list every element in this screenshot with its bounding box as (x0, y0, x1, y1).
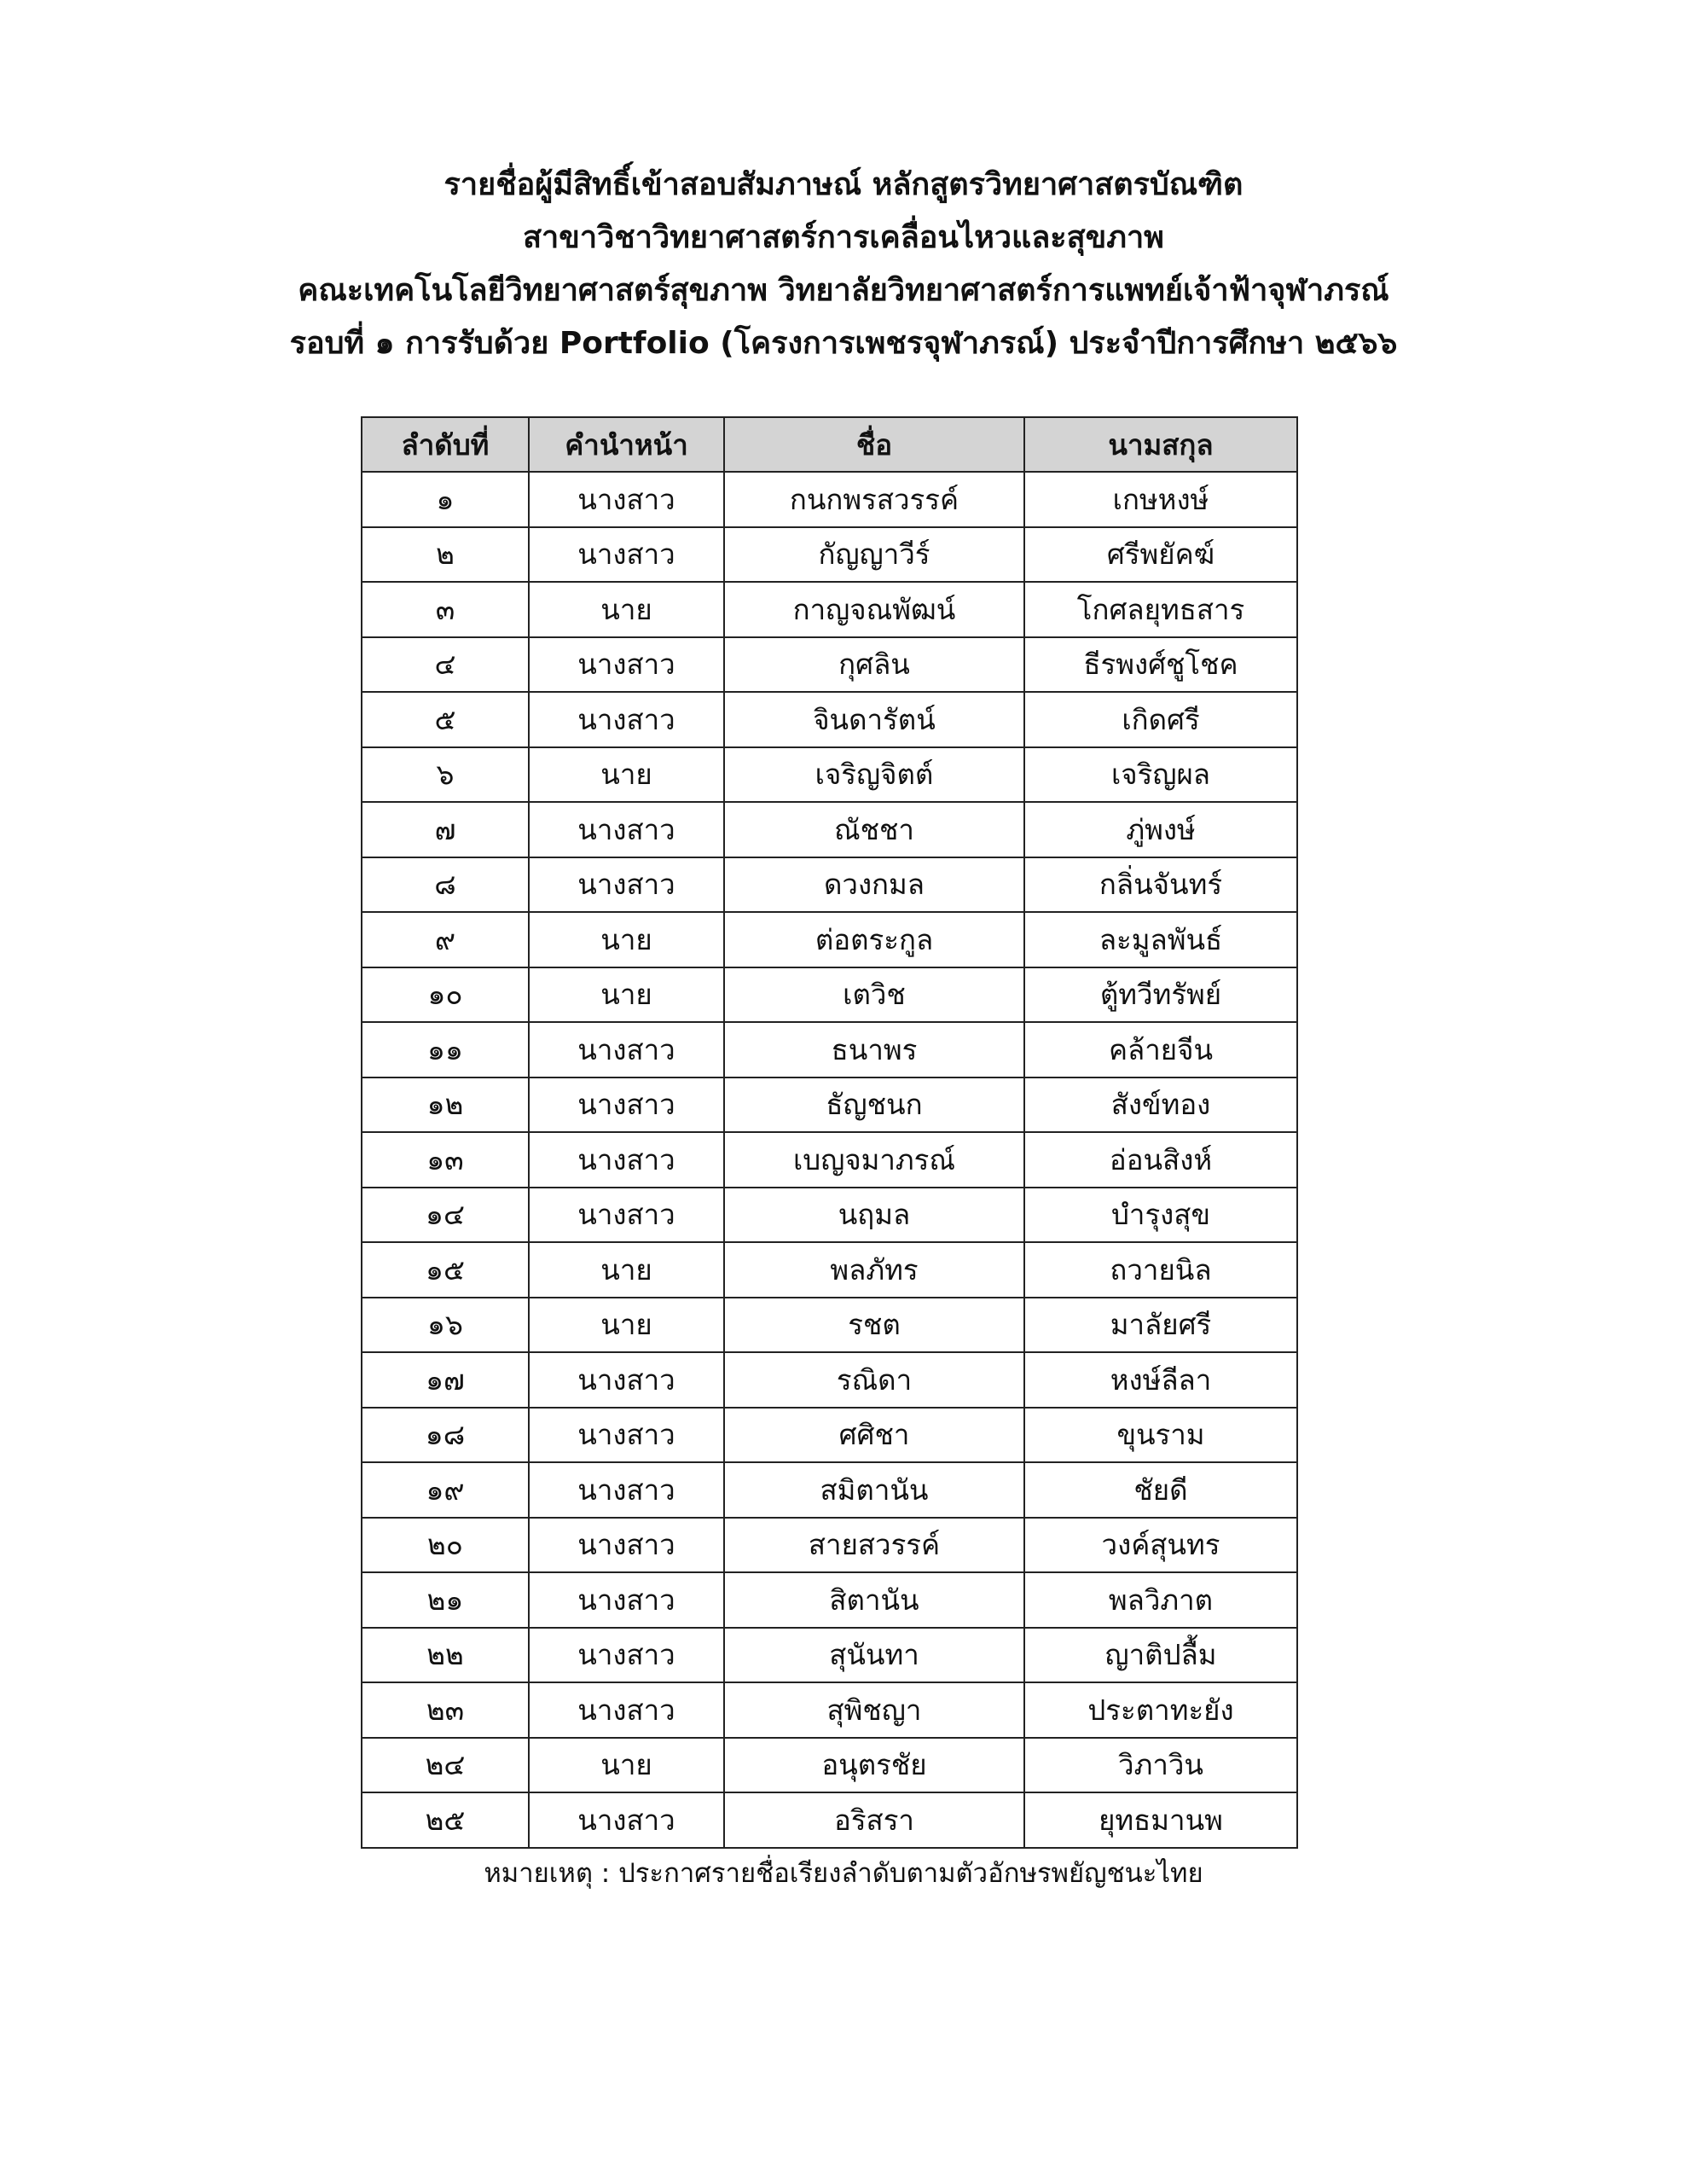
cell-title: นาย (529, 747, 724, 803)
cell-title: นาย (529, 1242, 724, 1298)
cell-last-name: อ่อนสิงห์ (1024, 1132, 1297, 1188)
cell-last-name: ธีรพงศ์ชูโชค (1024, 637, 1297, 693)
cell-last-name: ละมูลพันธ์ (1024, 912, 1297, 967)
cell-title: นาย (529, 1298, 724, 1353)
table-row (362, 1132, 1297, 1188)
cell-first-name: สุนันทา (724, 1628, 1024, 1683)
cell-order: ๑๘ (362, 1408, 529, 1463)
cell-order: ๑๐ (362, 967, 529, 1023)
cell-first-name: ธัญชนก (724, 1077, 1024, 1133)
table-row (362, 1077, 1297, 1133)
cell-first-name: กุศลิน (724, 637, 1024, 693)
cell-first-name: กนกพรสวรรค์ (724, 472, 1024, 527)
cell-first-name: สุพิชญา (724, 1682, 1024, 1738)
cell-first-name: กัญญาวีร์ (724, 527, 1024, 583)
table-row (362, 912, 1297, 967)
table-row (362, 527, 1297, 583)
cell-last-name: ภู่พงษ์ (1024, 802, 1297, 857)
cell-title: นางสาว (529, 472, 724, 527)
table-row (362, 1188, 1297, 1243)
document-heading (0, 159, 1687, 370)
cell-first-name: ณัชชา (724, 802, 1024, 857)
cell-title: นางสาว (529, 637, 724, 693)
table-row (362, 802, 1297, 857)
cell-order: ๑๙ (362, 1462, 529, 1518)
cell-order: ๒ (362, 527, 529, 583)
cell-first-name: กาญจณพัฒน์ (724, 582, 1024, 637)
cell-order: ๑๔ (362, 1188, 529, 1243)
cell-first-name: อนุตรชัย (724, 1738, 1024, 1793)
table-row (362, 857, 1297, 913)
cell-last-name: ชัยดี (1024, 1462, 1297, 1518)
cell-title: นางสาว (529, 1022, 724, 1077)
cell-last-name: พลวิภาต (1024, 1572, 1297, 1628)
cell-first-name: สมิตานัน (724, 1462, 1024, 1518)
header-order: ลำดับที่ (362, 417, 529, 472)
cell-title: นางสาว (529, 1792, 724, 1848)
cell-order: ๕ (362, 692, 529, 747)
cell-order: ๒๑ (362, 1572, 529, 1628)
cell-order: ๒๕ (362, 1792, 529, 1848)
cell-first-name: เบญจมาภรณ์ (724, 1132, 1024, 1188)
cell-order: ๔ (362, 637, 529, 693)
table-row (362, 1628, 1297, 1683)
cell-order: ๑ (362, 472, 529, 527)
cell-title: นางสาว (529, 1518, 724, 1573)
cell-title: นางสาว (529, 1188, 724, 1243)
cell-title: นางสาว (529, 802, 724, 857)
table-body (362, 472, 1297, 1848)
cell-title: นาย (529, 582, 724, 637)
header-title: คำนำหน้า (529, 417, 724, 472)
cell-first-name: ดวงกมล (724, 857, 1024, 913)
cell-title: นาย (529, 967, 724, 1023)
heading-line-round: รอบที่ ๑ การรับด้วย Portfolio (โครงการเพชรจุฬาภรณ์) ประจำปีการศึกษา ๒๕๖๖ (289, 326, 1398, 361)
candidate-table (361, 416, 1298, 1849)
cell-title: นางสาว (529, 1352, 724, 1408)
cell-first-name: นฤมล (724, 1188, 1024, 1243)
cell-title: นาย (529, 1738, 724, 1793)
cell-title: นางสาว (529, 1572, 724, 1628)
cell-last-name: ตู้ทวีทรัพย์ (1024, 967, 1297, 1023)
cell-first-name: รชต (724, 1298, 1024, 1353)
cell-order: ๒๒ (362, 1628, 529, 1683)
cell-title: นางสาว (529, 1408, 724, 1463)
cell-title: นางสาว (529, 1462, 724, 1518)
cell-last-name: เกษหงษ์ (1024, 472, 1297, 527)
cell-title: นางสาว (529, 692, 724, 747)
cell-last-name: สังข์ทอง (1024, 1077, 1297, 1133)
header-last-name: นามสกุล (1024, 417, 1297, 472)
table-row (362, 1682, 1297, 1738)
cell-first-name: สายสวรรค์ (724, 1518, 1024, 1573)
cell-last-name: หงษ์ลีลา (1024, 1352, 1297, 1408)
table-row (362, 582, 1297, 637)
cell-title: นาย (529, 912, 724, 967)
table-row (362, 747, 1297, 803)
cell-order: ๑๗ (362, 1352, 529, 1408)
heading-line-major: สาขาวิชาวิทยาศาสตร์การเคลื่อนไหวและสุขภาพ (523, 220, 1164, 255)
cell-order: ๑๑ (362, 1022, 529, 1077)
cell-order: ๑๖ (362, 1298, 529, 1353)
table-row (362, 1738, 1297, 1793)
cell-last-name: ถวายนิล (1024, 1242, 1297, 1298)
cell-title: นางสาว (529, 1682, 724, 1738)
table-row (362, 1518, 1297, 1573)
cell-title: นางสาว (529, 1628, 724, 1683)
cell-title: นางสาว (529, 857, 724, 913)
cell-last-name: มาลัยศรี (1024, 1298, 1297, 1353)
table-row (362, 1352, 1297, 1408)
cell-title: นางสาว (529, 527, 724, 583)
cell-order: ๒๓ (362, 1682, 529, 1738)
cell-first-name: ศศิชา (724, 1408, 1024, 1463)
cell-last-name: ยุทธมานพ (1024, 1792, 1297, 1848)
table-row (362, 637, 1297, 693)
cell-last-name: ขุนราม (1024, 1408, 1297, 1463)
table-row (362, 1022, 1297, 1077)
cell-first-name: รณิดา (724, 1352, 1024, 1408)
cell-order: ๑๒ (362, 1077, 529, 1133)
cell-last-name: ศรีพยัคฆ์ (1024, 527, 1297, 583)
cell-first-name: จินดารัตน์ (724, 692, 1024, 747)
cell-order: ๗ (362, 802, 529, 857)
table-row (362, 1792, 1297, 1848)
table-row (362, 472, 1297, 527)
cell-first-name: เตวิช (724, 967, 1024, 1023)
cell-last-name: ญาติปลื้ม (1024, 1628, 1297, 1683)
cell-last-name: โกศลยุทธสาร (1024, 582, 1297, 637)
table-row (362, 1572, 1297, 1628)
cell-last-name: บำรุงสุข (1024, 1188, 1297, 1243)
header-first-name: ชื่อ (724, 417, 1024, 472)
cell-order: ๒๔ (362, 1738, 529, 1793)
table-row (362, 1242, 1297, 1298)
cell-order: ๓ (362, 582, 529, 637)
cell-last-name: กลิ่นจันทร์ (1024, 857, 1297, 913)
table-row (362, 692, 1297, 747)
cell-first-name: ต่อตระกูล (724, 912, 1024, 967)
table-header-row (362, 417, 1297, 472)
cell-order: ๒๐ (362, 1518, 529, 1573)
cell-order: ๘ (362, 857, 529, 913)
heading-line-faculty: คณะเทคโนโลยีวิทยาศาสตร์สุขภาพ วิทยาลัยวิทยาศาสตร์การแพทย์เจ้าฟ้าจุฬาภรณ์ (298, 273, 1389, 308)
cell-last-name: เกิดศรี (1024, 692, 1297, 747)
cell-last-name: คล้ายจีน (1024, 1022, 1297, 1077)
table-row (362, 1408, 1297, 1463)
cell-title: นางสาว (529, 1077, 724, 1133)
table-row (362, 1298, 1297, 1353)
cell-first-name: อริสรา (724, 1792, 1024, 1848)
cell-last-name: วงค์สุนทร (1024, 1518, 1297, 1573)
cell-last-name: เจริญผล (1024, 747, 1297, 803)
cell-order: ๑๕ (362, 1242, 529, 1298)
heading-line-program: รายชื่อผู้มีสิทธิ์เข้าสอบสัมภาษณ์ หลักสูตรวิทยาศาสตรบัณฑิต (443, 167, 1244, 202)
footnote: หมายเหตุ : ประกาศรายชื่อเรียงลำดับตามตัวอักษรพยัญชนะไทย (484, 1858, 1203, 1889)
cell-first-name: สิตานัน (724, 1572, 1024, 1628)
cell-last-name: ประตาทะยัง (1024, 1682, 1297, 1738)
table-row (362, 1462, 1297, 1518)
cell-last-name: วิภาวิน (1024, 1738, 1297, 1793)
cell-first-name: ธนาพร (724, 1022, 1024, 1077)
cell-order: ๖ (362, 747, 529, 803)
cell-first-name: พลภัทร (724, 1242, 1024, 1298)
cell-first-name: เจริญจิตต์ (724, 747, 1024, 803)
cell-order: ๑๓ (362, 1132, 529, 1188)
cell-order: ๙ (362, 912, 529, 967)
table-row (362, 967, 1297, 1023)
cell-title: นางสาว (529, 1132, 724, 1188)
